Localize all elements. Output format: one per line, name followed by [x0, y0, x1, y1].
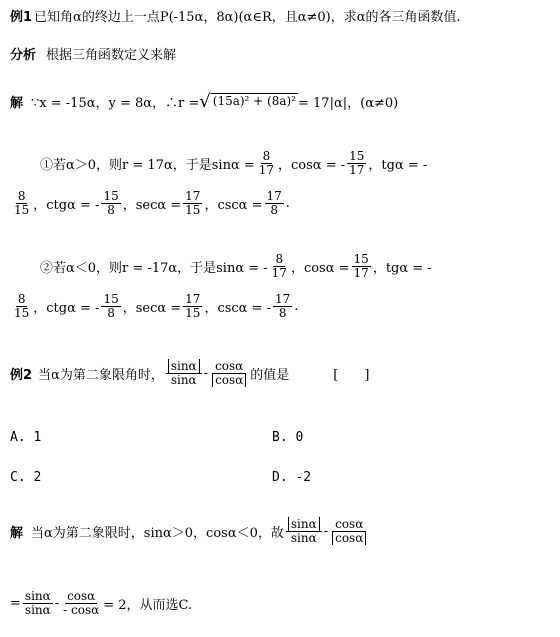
case1-text-a: ①若α＞0，则r = 17α，于是sinα = — [40, 157, 255, 173]
solution2-fraction1: $\frac{\sin\alpha}{\sin\alpha}$ — [286, 518, 322, 544]
final-text: = 2，从而选C. — [103, 597, 193, 613]
example1-label: 例1 — [10, 10, 33, 25]
case1-sin-fraction: $\frac{8}{17}$ — [258, 149, 275, 177]
answer-bracket: [ ] — [333, 367, 370, 383]
example2-text: 当α为第二象限角时， — [38, 367, 164, 383]
option-b: B. 0 — [272, 430, 304, 445]
solution1-line — [10, 92, 398, 111]
final-fraction1: $\frac{\sin\alpha}{\sin\alpha}$ — [24, 589, 51, 617]
case1-text-d: ，ctgα = - — [33, 197, 100, 213]
option-a: A. 1 — [10, 430, 42, 445]
case1-line2 — [10, 190, 290, 216]
case2-line1 — [40, 253, 432, 279]
case1-text-b: ，cosα = - — [278, 157, 346, 173]
case1-csc-fraction: $\frac{17}{8}$ — [266, 189, 282, 217]
analysis-text: 根据三角函数定义来解 — [46, 48, 177, 63]
final-line — [10, 590, 192, 616]
case2-text-f: ，cscα = - — [204, 300, 272, 316]
example2-suffix: 的值是 — [250, 367, 290, 383]
sqrt-sign: √ — [199, 90, 211, 112]
sqrt-radicand: (15a)² + (8a)² — [211, 93, 298, 111]
option-c: C. 2 — [10, 470, 42, 485]
solution1-label: 解 — [10, 96, 24, 111]
solution2-minus: - — [323, 523, 329, 539]
example2-minus: - — [203, 365, 209, 381]
sqrt-expression — [199, 90, 298, 112]
case2-ctg-fraction: $\frac{15}{8}$ — [103, 292, 119, 320]
solution2-label: 解 — [10, 525, 24, 541]
case1-text-e: ，secα = — [122, 197, 182, 213]
case1-tg-fraction: $\frac{8}{15}$ — [14, 189, 30, 217]
case2-text-a: ②若α＜0，则r = -17α，于是sinα = - — [40, 260, 268, 276]
case1-cos-fraction: $\frac{15}{17}$ — [349, 149, 365, 177]
analysis-label: 分析 — [10, 48, 37, 63]
case2-tg-fraction: $\frac{8}{15}$ — [14, 292, 30, 320]
solution1-part2: = 17|α|，(α≠0) — [298, 96, 399, 111]
example1-line — [10, 6, 461, 25]
case2-cos-fraction: $\frac{15}{17}$ — [353, 252, 369, 280]
analysis-line — [10, 44, 176, 63]
final-minus: - — [54, 595, 60, 611]
example2-line — [10, 360, 369, 386]
case1-text-g: . — [285, 195, 290, 211]
solution2-fraction2: $\frac{\cos\alpha}{\cos\alpha}$ — [330, 518, 368, 544]
example1-statement: 已知角α的终边上一点P(-15α，8α)(α∈R，且α≠0)，求α的各三角函数值. — [34, 10, 461, 25]
case1-ctg-fraction: $\frac{15}{8}$ — [103, 189, 119, 217]
case2-text-e: ，secα = — [122, 300, 182, 316]
case1-text-f: ，cscα = — [204, 197, 263, 213]
case1-line1 — [40, 150, 427, 176]
example2-fraction1: $\frac{\sin\alpha}{\sin\alpha}$ — [166, 360, 202, 386]
final-fraction2: $\frac{\cos\alpha}{- \cos\alpha}$ — [63, 589, 100, 617]
final-equals: = — [10, 595, 21, 611]
solution1-part1: ∵x = -15α，y = 8α，∴r = — [31, 96, 200, 111]
case2-text-b: ，cosα = — [290, 260, 350, 276]
case2-text-d: ，ctgα = - — [33, 300, 100, 316]
example2-label: 例2 — [10, 367, 33, 383]
case2-sin-fraction: $\frac{8}{17}$ — [271, 252, 287, 280]
case2-text-g: . — [294, 298, 299, 314]
solution2-line — [10, 518, 370, 544]
case1-text-c: ，tgα = - — [368, 157, 428, 173]
example2-fraction2: $\frac{\cos\alpha}{\cos\alpha}$ — [210, 360, 248, 386]
case2-csc-fraction: $\frac{17}{8}$ — [275, 292, 291, 320]
solution2-text: 当α为第二象限时，sinα＞0，cosα＜0，故 — [31, 525, 284, 541]
case1-sec-fraction: $\frac{17}{15}$ — [185, 189, 201, 217]
option-d: D. -2 — [272, 470, 312, 485]
case2-line2 — [10, 293, 298, 319]
case2-sec-fraction: $\frac{17}{15}$ — [185, 292, 201, 320]
case2-text-c: ，tgα = - — [372, 260, 432, 276]
